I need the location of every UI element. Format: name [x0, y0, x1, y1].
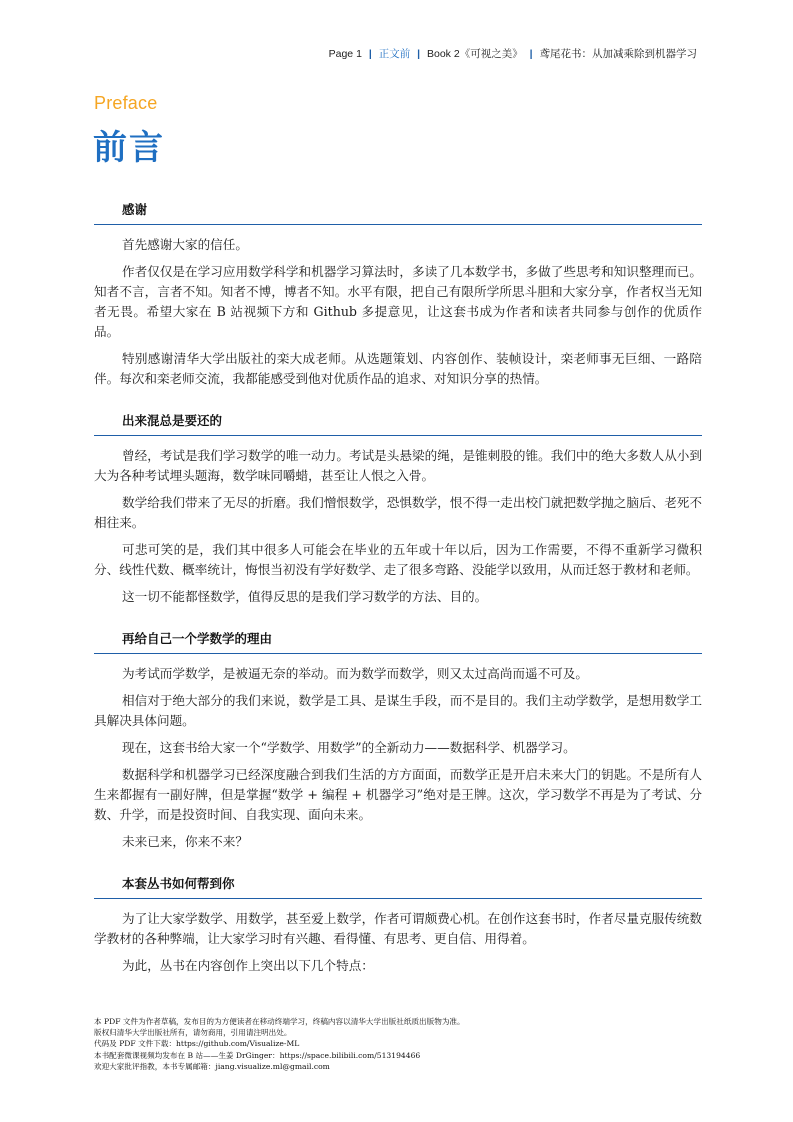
paragraph: 现在，这套书给大家一个“学数学、用数学”的全新动力——数据科学、机器学习。: [122, 740, 576, 755]
section-payback: [94, 407, 702, 607]
series-label: 鸢尾花书：从加减乘除到机器学习: [539, 48, 697, 60]
section-reason: [94, 625, 702, 852]
chapter-label: 正文前: [378, 48, 411, 60]
paragraph: 可悲可笑的是，我们其中很多人可能会在毕业的五年或十年以后，因为工作需要，不得不重新学习微积分、线性代数、概率统计，悔恨当初没有学好数学、走了很多弯路、没能学以致用，从而迁怒于教材和老师。: [94, 542, 702, 577]
paragraph: 这一切不能都怪数学，值得反思的是我们学习数学的方法、目的。: [122, 589, 488, 604]
paragraph: 未来已来，你来不来？: [122, 834, 248, 849]
paragraph: 作者仅仅是在学习应用数学科学和机器学习算法时，多读了几本数学书，多做了些思考和知识整理而已。知者不言，言者不知。知者不博，博者不知。水平有限，把自己有限所学所思斗胆和大家分享，作者权当无知者无畏。希望大家在 B 站视频下方和 Github 多提意见，让这套书成为作者和读者共同参与创作的优质作品。: [94, 264, 702, 339]
paragraph: 数学给我们带来了无尽的折磨。我们憎恨数学，恐惧数学，恨不得一走出校门就把数学抛之脑后、老死不相往来。: [94, 495, 702, 530]
main-content: [94, 196, 702, 994]
paragraph: 为考试而学数学，是被逼无奈的举动。而为数学而数学，则又太过高尚而遥不可及。: [122, 666, 588, 681]
paragraph: 为了让大家学数学、用数学，甚至爱上数学，作者可谓颇费心机。在创作这套书时，作者尽量克服传统数学教材的各种弊端，让大家学习时有兴趣、看得懂、有思考、更自信、用得着。: [94, 911, 702, 946]
paragraph: 特别感谢清华大学出版社的栾大成老师。从选题策划、内容创作、装帧设计，栾老师事无巨细、一路陪伴。每次和栾老师交流，我都能感受到他对优质作品的追求、对知识分享的热情。: [94, 351, 702, 386]
section-how-help: [94, 870, 702, 976]
section-title: 本套丛书如何帮到你: [94, 870, 702, 899]
footer-notes: [94, 1016, 465, 1072]
paragraph: 数据科学和机器学习已经深度融合到我们生活的方方面面，而数学正是开启未来大门的钥匙。不是所有人生来都握有一副好牌，但是掌握“数学 + 编程 + 机器学习”绝对是王牌。这次，学习数学不再是为了考试、分数、升学，而是投资时间、自我实现、面向未来。: [94, 767, 702, 822]
section-title: 出来混总是要还的: [94, 407, 702, 436]
paragraph: 相信对于绝大部分的我们来说，数学是工具、是谋生手段，而不是目的。我们主动学数学，是想用数学工具解决具体问题。: [94, 693, 702, 728]
title-english: Preface: [94, 93, 158, 113]
paragraph: 为此，丛书在内容创作上突出以下几个特点：: [122, 958, 374, 973]
section-title: 感谢: [94, 196, 702, 225]
header-separator: |: [368, 48, 372, 60]
section-title: 再给自己一个学数学的理由: [94, 625, 702, 654]
footer-line: 版权归清华大学出版社所有，请勿商用，引用请注明出处。: [94, 1028, 292, 1038]
page-number: Page 1: [328, 48, 362, 60]
running-header: [329, 46, 697, 61]
footer-line: 欢迎大家批评指教，本书专属邮箱：jiang.visualize.ml@gmail.com: [94, 1061, 330, 1071]
page-title: 前言: [93, 128, 165, 168]
footer-line: 本书配套微课视频均发布在 B 站——生姜 DrGinger：https://space.bilibili.com/513194466: [94, 1050, 421, 1060]
paragraph: 首先感谢大家的信任。: [122, 237, 248, 252]
header-separator: |: [417, 48, 421, 60]
header-separator: |: [529, 48, 533, 60]
book-label: Book 2《可视之美》: [427, 48, 523, 60]
footer-line: 本 PDF 文件为作者草稿，发布目的为方便读者在移动终端学习，终稿内容以清华大学出版社纸质出版物为准。: [94, 1017, 465, 1026]
footer-line: 代码及 PDF 文件下载：https://github.com/Visualize-ML: [94, 1039, 300, 1049]
section-thanks: [94, 196, 702, 389]
paragraph: 曾经，考试是我们学习数学的唯一动力。考试是头悬梁的绳，是锥刺股的锥。我们中的绝大多数人从小到大为各种考试埋头题海，数学味同嚼蜡，甚至让人恨之入骨。: [94, 448, 702, 483]
